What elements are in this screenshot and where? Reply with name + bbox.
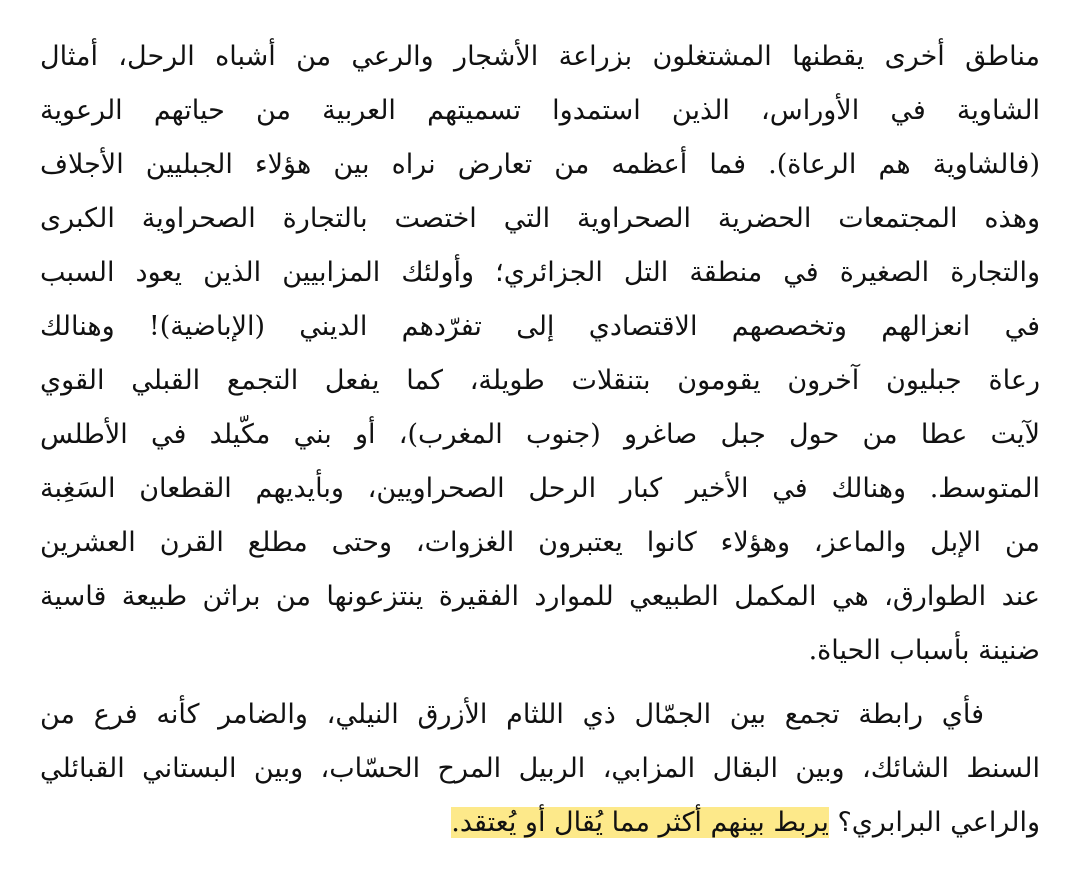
text-line: عند الطوارق، هي المكمل الطبيعي للموارد الفقيرة ينتزعونها من براثن طبيعة قاسية bbox=[40, 581, 1040, 612]
text-line: في انعزالهم وتخصصهم الاقتصادي إلى تفرّدهم الديني (الإباضية)! وهنالك bbox=[40, 311, 1040, 342]
text-line: والتجارة الصغيرة في منطقة التل الجزائري؛ وأولئك المزابيين الذين يعود السبب bbox=[40, 257, 1040, 288]
text-line: فأي رابطة تجمع بين الجمّال ذي اللثام الأزرق النيلي، والضامر كأنه فرع من bbox=[40, 699, 984, 730]
text-line: مناطق أخرى يقطنها المشتغلون بزراعة الأشجار والرعي من أشباه الرحل، أمثال bbox=[40, 41, 1040, 72]
text-line: ضنينة بأسباب الحياة. bbox=[808, 635, 1040, 666]
text-line-last bbox=[40, 796, 1040, 850]
text-line: المتوسط. وهنالك في الأخير كبار الرحل الصحراويين، وبأيديهم القطعان السَغِبة bbox=[40, 473, 1040, 504]
text-line: وهذه المجتمعات الحضرية الصحراوية التي اختصت بالتجارة الصحراوية الكبرى bbox=[40, 203, 1040, 234]
article-text bbox=[40, 30, 1040, 850]
text-line: (فالشاوية هم الرعاة). فما أعظمه من تعارض نراه بين هؤلاء الجبليين الأجلاف bbox=[40, 149, 1040, 180]
text-line: الشاوية في الأوراس، الذين استمدوا تسميتهم العربية من حياتهم الرعوية bbox=[40, 95, 1040, 126]
text-line: السنط الشائك، وبين البقال المزابي، الربيل المرح الحسّاب، وبين البستاني القبائلي bbox=[40, 753, 1040, 784]
text-line: من الإبل والماعز، وهؤلاء كانوا يعتبرون الغزوات، وحتى مطلع القرن العشرين bbox=[40, 527, 1040, 558]
text-line: رعاة جبليون آخرون يقومون بتنقلات طويلة، كما يفعل التجمع القبلي القوي bbox=[40, 365, 1040, 396]
text-segment: والراعي البرابري؟ bbox=[828, 807, 1040, 838]
highlighted-text[interactable]: يربط بينهم أكثر مما يُقال أو يُعتقد. bbox=[451, 807, 829, 838]
paragraph-2 bbox=[40, 688, 1040, 850]
text-line: لآيت عطا من حول جبل صاغرو (جنوب المغرب)، أو بني مكّيلد في الأطلس bbox=[40, 419, 1040, 450]
paragraph-1 bbox=[40, 30, 1040, 678]
